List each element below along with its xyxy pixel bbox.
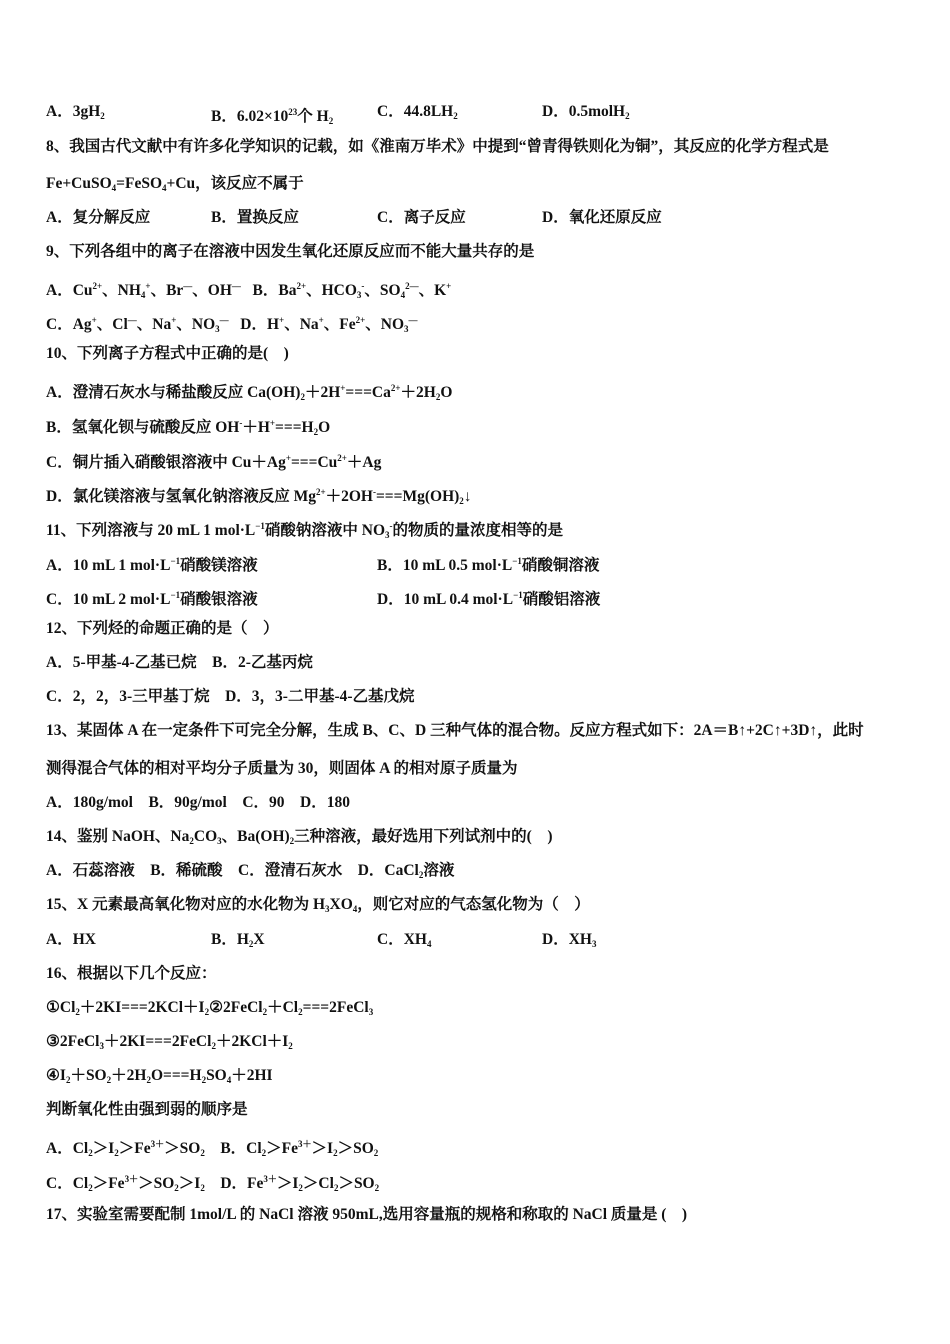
q11-option-b[interactable]: B．10 mL 0.5 $mol\cdot L^{-1}$硝酸铜溶液 [377,556,600,574]
q17-stem: 17、实验室需要配制 1mol/L 的 NaCl 溶液 950mL,选用容量瓶的规格和称取的 NaCl 质量是 ( ) [46,1206,688,1223]
q7-option-c[interactable]: C．$44.8LH_2$ [377,103,458,121]
q16-reaction-4: $④I_2+SO_2+2H_2O===H_2SO_4+2HI$ [46,1067,273,1085]
q9-stem: 9、下列各组中的离子在溶液中因发生氧化还原反应而不能大量共存的是 [46,243,535,260]
q10-option-d[interactable]: D．氯化镁溶液与氢氧化钠溶液反应 $Mg^{2+}+2OH^-===Mg(OH)_2↓$ [46,487,472,506]
q15-stem: 15、X 元素最高氧化物对应的水化物为 $H_3XO_4$，则它对应的气态氢化物为（ ） [46,896,590,914]
q8-option-a[interactable]: A．复分解反应 [46,209,151,226]
q8-option-d[interactable]: D．氧化还原反应 [542,209,662,226]
q7-option-a[interactable]: A．$3gH_2$ [46,103,105,121]
q9-options-row2[interactable]: C．Ag+、Cl—、Na+、$NO_3^—$ D．H+、Na+、$Fe^{2+}$、$NO_3^—$ [46,315,418,334]
q10-option-c[interactable]: C．铜片插入硝酸银溶液中 $Cu+Ag^+===Cu^{2+}+Ag$ [46,453,382,471]
q15-option-c[interactable]: C．$XH_4$ [377,931,432,949]
q16-question: 判断氧化性由强到弱的顺序是 [46,1101,248,1118]
q11-option-d[interactable]: D．10 mL 0.4 $mol\cdot L^{-1}$硝酸铝溶液 [377,590,601,608]
q16-stem: 16、根据以下几个反应： [46,965,217,982]
q11-option-a[interactable]: A．10 mL 1 $mol\cdot L^{-1}$硝酸镁溶液 [46,556,258,574]
q10-option-a[interactable]: A．澄清石灰水与稀盐酸反应 $Ca(OH)_2+2H^+===Ca^{2+}+2H_2O$ [46,383,453,402]
q15-option-d[interactable]: D．$XH_3$ [542,931,597,949]
q15-option-b[interactable]: B．$H_2X$ [211,931,265,949]
q14-options[interactable]: A．石蕊溶液 B．稀硫酸 C．澄清石灰水 D．CaCl$_2$溶液 [46,862,455,880]
q11-option-c[interactable]: C．10 mL 2 $mol\cdot L^{-1}$硝酸银溶液 [46,590,258,608]
q10-stem: 10、下列离子方程式中正确的是( ) [46,345,289,362]
q15-option-a[interactable]: A．HX [46,931,96,948]
q13-stem-line2: 测得混合气体的相对平均分子质量为 30，则固体 A 的相对原子质量为 [46,760,518,777]
q16-options-row2[interactable]: C．$Cl_2>Fe^{3+}>SO_2>I_2$ D．$Fe^{3+}>I_2>Cl_2>SO_2$ [46,1174,380,1193]
q8-stem-line1: 8、我国古代文献中有许多化学知识的记载，如《淮南万毕术》中提到“曾青得铁则化为铜”，其反应的化学方程式是 [46,138,829,155]
q8-option-b[interactable]: B．置换反应 [211,209,299,226]
q16-reaction-1-2: $①Cl_2+2KI===2KCl+I_2②2FeCl_2+Cl_2===2FeCl_3$ [46,999,374,1017]
q12-stem: 12、下列烃的命题正确的是（ ） [46,620,279,637]
q16-options-row1[interactable]: A．$Cl_2>I_2>Fe^{3+}>SO_2$ B．$Cl_2>Fe^{3+}>I_2>SO_2$ [46,1139,379,1158]
q12-options-row2[interactable]: C．2，2，3-三甲基丁烷 D．3，3-二甲基-4-乙基戊烷 [46,688,415,705]
q10-option-b[interactable]: B．氢氧化钡与硫酸反应 $OH^-+H^+===H_2O$ [46,418,331,437]
q7-option-b[interactable]: B．$6.02\times 10^{23}$个 $H_2$ [211,107,334,126]
q8-stem-line2: Fe+CuSO$_4$=FeSO$_4$+Cu，该反应不属于 [46,175,304,193]
q11-stem: 11、下列溶液与 20 mL 1 $mol\cdot L^{-1}$硝酸钠溶液中 $NO_3^-$的物质的量浓度相等的是 [46,521,564,540]
q7-option-d[interactable]: D．0.5molH$_2$ [542,103,630,121]
q14-stem: 14、鉴别 NaOH、$Na_2CO_3$、$Ba(OH)_2$三种溶液，最好选用下列试剂中的( ) [46,828,553,846]
q12-options-row1[interactable]: A．5-甲基-4-乙基已烷 B．2-乙基丙烷 [46,654,313,671]
q16-reaction-3: $③2FeCl_3+2KI===2FeCl_2+2KCl+I_2$ [46,1033,293,1051]
q9-options-row1[interactable]: A．$Cu^{2+}$、$NH_4^+$、Br—、OH— B．$Ba^{2+}$、$HCO_3^-$、$SO_4^{2—}$、K+ [46,281,452,300]
q8-option-c[interactable]: C．离子反应 [377,209,466,226]
q13-stem-line1: 13、某固体 A 在一定条件下可完全分解，生成 B、C、D 三种气体的混合物。反应方程式如下：2A＝B↑+2C↑+3D↑，此时 [46,722,864,739]
q13-options[interactable]: A．180g/mol B．90g/mol C．90 D．180 [46,794,350,811]
